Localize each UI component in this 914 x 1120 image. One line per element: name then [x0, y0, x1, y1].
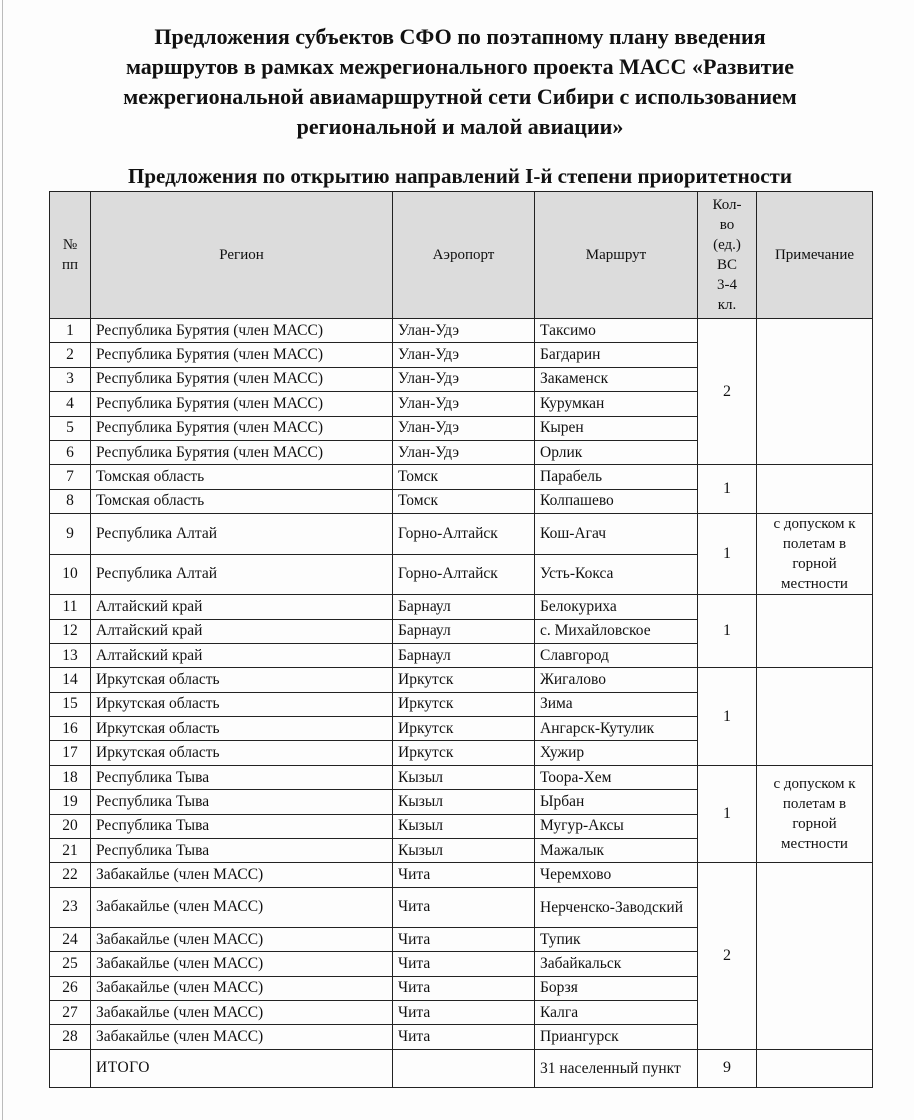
- row-num: 19: [50, 790, 91, 814]
- group-count: 1: [698, 668, 757, 766]
- row-airport: Кызыл: [393, 790, 535, 814]
- table-subtitle: Предложения по открытию направлений I-й степени приоритетности: [128, 164, 792, 188]
- row-airport: Кызыл: [393, 765, 535, 789]
- row-airport: Томск: [393, 489, 535, 513]
- row-airport: Иркутск: [393, 692, 535, 716]
- row-region: Республика Тыва: [91, 814, 393, 838]
- row-region: Республика Бурятия (член МАСС): [91, 392, 393, 416]
- row-region: Алтайский край: [91, 643, 393, 667]
- row-region: Забакайлье (член МАСС): [91, 1025, 393, 1049]
- row-region: Республика Тыва: [91, 839, 393, 863]
- total-route: 31 населенный пункт: [535, 1049, 698, 1087]
- row-num: 3: [50, 367, 91, 391]
- row-num: 2: [50, 343, 91, 367]
- row-airport: Улан-Удэ: [393, 416, 535, 440]
- row-route: Жигалово: [535, 668, 698, 692]
- total-label: ИТОГО: [91, 1049, 393, 1087]
- row-num: 5: [50, 416, 91, 440]
- header-count-line: 3-4: [717, 277, 737, 293]
- title-line: Предложения субъектов СФО по поэтапному плану введения: [154, 24, 766, 49]
- row-airport: Улан-Удэ: [393, 319, 535, 343]
- header-count-line: кл.: [717, 297, 737, 313]
- group-note: [757, 465, 873, 514]
- row-route: Нерченско-Заводский: [535, 887, 698, 927]
- row-region: Иркутская область: [91, 717, 393, 741]
- row-route: Зима: [535, 692, 698, 716]
- row-num: 10: [50, 554, 91, 595]
- row-region: Республика Алтай: [91, 554, 393, 595]
- row-region: Иркутская область: [91, 692, 393, 716]
- row-route: Мугур-Аксы: [535, 814, 698, 838]
- row-route: Славгород: [535, 643, 698, 667]
- group-count: 2: [698, 319, 757, 465]
- row-num: 26: [50, 976, 91, 1000]
- group-count: 1: [698, 595, 757, 668]
- header-region: Регион: [91, 192, 393, 319]
- row-airport: Чита: [393, 1025, 535, 1049]
- row-region: Республика Тыва: [91, 765, 393, 789]
- row-route: Курумкан: [535, 392, 698, 416]
- row-route: Забайкальск: [535, 952, 698, 976]
- group-count: 1: [698, 765, 757, 863]
- row-region: Республика Бурятия (член МАСС): [91, 343, 393, 367]
- row-region: Томская область: [91, 489, 393, 513]
- header-count-line: во: [719, 217, 735, 233]
- row-region: Алтайский край: [91, 595, 393, 619]
- row-num: 28: [50, 1025, 91, 1049]
- row-route: Тоора-Хем: [535, 765, 698, 789]
- row-airport: Чита: [393, 863, 535, 887]
- row-num: 4: [50, 392, 91, 416]
- row-airport: Чита: [393, 927, 535, 951]
- row-num: 7: [50, 465, 91, 489]
- row-num: 23: [50, 887, 91, 927]
- row-route: Багдарин: [535, 343, 698, 367]
- row-airport: Иркутск: [393, 717, 535, 741]
- row-num: 9: [50, 514, 91, 555]
- row-route: Ангарск-Кутулик: [535, 717, 698, 741]
- row-route: Ырбан: [535, 790, 698, 814]
- row-route: Парабель: [535, 465, 698, 489]
- row-region: Республика Бурятия (член МАСС): [91, 416, 393, 440]
- row-route: Мажалык: [535, 839, 698, 863]
- group-count: 1: [698, 465, 757, 514]
- row-route: Кырен: [535, 416, 698, 440]
- total-num: [50, 1049, 91, 1087]
- row-num: 22: [50, 863, 91, 887]
- row-route: Борзя: [535, 976, 698, 1000]
- table-row: [50, 319, 873, 343]
- row-num: 8: [50, 489, 91, 513]
- row-airport: Кызыл: [393, 814, 535, 838]
- header-num-line: №: [62, 237, 78, 253]
- row-route: Белокуриха: [535, 595, 698, 619]
- row-route: Орлик: [535, 440, 698, 464]
- row-num: 12: [50, 619, 91, 643]
- row-airport: Барнаул: [393, 643, 535, 667]
- row-route: Колпашево: [535, 489, 698, 513]
- row-num: 1: [50, 319, 91, 343]
- header-count: [698, 192, 757, 319]
- table-row: [50, 595, 873, 619]
- row-route: Кош-Агач: [535, 514, 698, 555]
- row-region: Республика Тыва: [91, 790, 393, 814]
- row-region: Забакайлье (член МАСС): [91, 927, 393, 951]
- row-region: Забакайлье (член МАСС): [91, 976, 393, 1000]
- total-count: 9: [698, 1049, 757, 1087]
- row-region: Томская область: [91, 465, 393, 489]
- row-region: Республика Алтай: [91, 514, 393, 555]
- table-row: [50, 514, 873, 555]
- table-row: [50, 668, 873, 692]
- header-num-line: пп: [61, 257, 79, 273]
- row-region: Республика Бурятия (член МАСС): [91, 319, 393, 343]
- group-note: с допуском к полетам в горной местности: [757, 765, 873, 863]
- row-airport: Томск: [393, 465, 535, 489]
- header-count-line: Кол-: [712, 197, 742, 213]
- row-route: Закаменск: [535, 367, 698, 391]
- row-num: 25: [50, 952, 91, 976]
- row-airport: Улан-Удэ: [393, 343, 535, 367]
- row-airport: Чита: [393, 887, 535, 927]
- row-num: 11: [50, 595, 91, 619]
- header-airport: Аэропорт: [393, 192, 535, 319]
- page-edge-line: [2, 0, 3, 1120]
- row-region: Иркутская область: [91, 668, 393, 692]
- row-route: Приангурск: [535, 1025, 698, 1049]
- header-count-line: (ед.): [713, 237, 741, 253]
- row-airport: Барнаул: [393, 595, 535, 619]
- row-num: 13: [50, 643, 91, 667]
- row-airport: Чита: [393, 976, 535, 1000]
- title-line: межрегиональной авиамаршрутной сети Сибири с использованием: [123, 84, 797, 109]
- row-region: Забакайлье (член МАСС): [91, 952, 393, 976]
- row-num: 20: [50, 814, 91, 838]
- header-route: Маршрут: [535, 192, 698, 319]
- row-route: Черемхово: [535, 863, 698, 887]
- table-row: [50, 863, 873, 887]
- row-airport: Кызыл: [393, 839, 535, 863]
- row-num: 18: [50, 765, 91, 789]
- group-count: 1: [698, 514, 757, 595]
- row-num: 27: [50, 1000, 91, 1024]
- group-note: с допуском к полетам в горной местности: [757, 514, 873, 595]
- group-note: [757, 595, 873, 668]
- routes-table: [49, 191, 873, 1088]
- row-region: Иркутская область: [91, 741, 393, 765]
- row-num: 17: [50, 741, 91, 765]
- row-airport: Иркутск: [393, 741, 535, 765]
- row-route: с. Михайловское: [535, 619, 698, 643]
- row-airport: Горно-Алтайск: [393, 554, 535, 595]
- header-num: [50, 192, 91, 319]
- row-num: 24: [50, 927, 91, 951]
- title-line: маршрутов в рамках межрегионального проекта МАСС «Развитие: [125, 54, 795, 79]
- row-airport: Иркутск: [393, 668, 535, 692]
- row-route: Усть-Кокса: [535, 554, 698, 595]
- row-num: 15: [50, 692, 91, 716]
- row-region: Забакайлье (член МАСС): [91, 863, 393, 887]
- row-airport: Улан-Удэ: [393, 392, 535, 416]
- row-region: Алтайский край: [91, 619, 393, 643]
- row-airport: Барнаул: [393, 619, 535, 643]
- total-airport: [393, 1049, 535, 1087]
- table-row: [50, 465, 873, 489]
- row-airport: Горно-Алтайск: [393, 514, 535, 555]
- row-region: Республика Бурятия (член МАСС): [91, 367, 393, 391]
- row-airport: Чита: [393, 1000, 535, 1024]
- group-note: [757, 863, 873, 1049]
- group-count: 2: [698, 863, 757, 1049]
- title-line: региональной и малой авиации»: [296, 114, 624, 139]
- group-note: [757, 319, 873, 465]
- row-num: 14: [50, 668, 91, 692]
- row-route: Хужир: [535, 741, 698, 765]
- row-region: Забакайлье (член МАСС): [91, 1000, 393, 1024]
- total-row: [50, 1049, 873, 1087]
- row-airport: Улан-Удэ: [393, 440, 535, 464]
- row-num: 6: [50, 440, 91, 464]
- row-region: Республика Бурятия (член МАСС): [91, 440, 393, 464]
- row-region: Забакайлье (член МАСС): [91, 887, 393, 927]
- row-route: Тупик: [535, 927, 698, 951]
- table-header-row: [50, 192, 873, 319]
- total-note: [757, 1049, 873, 1087]
- header-note: Примечание: [757, 192, 873, 319]
- row-route: Таксимо: [535, 319, 698, 343]
- row-airport: Улан-Удэ: [393, 367, 535, 391]
- row-airport: Чита: [393, 952, 535, 976]
- row-num: 21: [50, 839, 91, 863]
- header-count-line: ВС: [716, 257, 737, 273]
- table-row: [50, 765, 873, 789]
- row-num: 16: [50, 717, 91, 741]
- group-note: [757, 668, 873, 766]
- document-title: [60, 22, 860, 142]
- row-route: Калга: [535, 1000, 698, 1024]
